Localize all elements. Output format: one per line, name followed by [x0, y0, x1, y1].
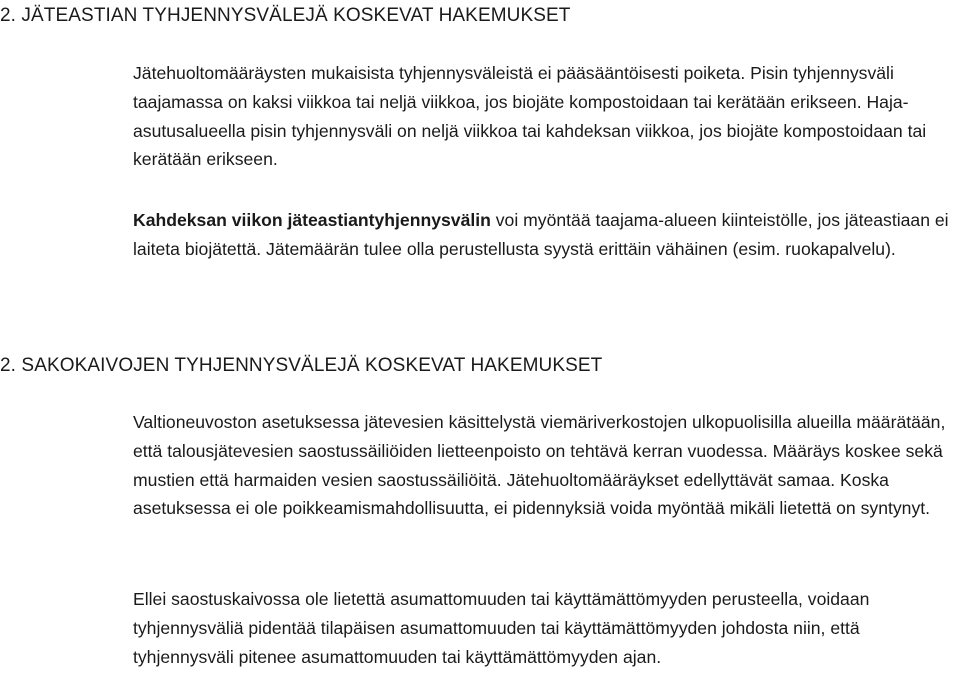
bold-phrase-eight-week-interval: Kahdeksan viikon jäteastiantyhjennysvälin — [133, 210, 491, 230]
paragraph-government-decree: Valtioneuvoston asetuksessa jätevesien käsittelystä viemäriverkostojen ulkopuolisilla alueilla määrätään, että talousjätevesien saostussäiliöiden lietteenpoisto on tehtävä kerran vuodessa. Määräys koskee sekä mustien että harmaiden vesien saostussäiliöitä. Jätehuoltomääräykset edellyttävät samaa. Koska asetuksessa ei ole poikkeamismahdollisuutta, ei pidennyksiä voida myöntää mikäli lietettä on syntynyt. — [133, 412, 946, 519]
paragraph-eight-week-interval — [133, 206, 959, 264]
section-heading-waste-container: 2. JÄTEASTIAN TYHJENNYSVÄLEJÄ KOSKEVAT HAKEMUKSET — [0, 5, 571, 26]
paragraph-vacancy-extension: Ellei saostuskaivossa ole lietettä asumattomuuden tai käyttämättömyyden perusteella, voidaan tyhjennysväliä pidentää tilapäisen asumattomuuden tai käyttämättömyyden johdosta niin, että tyhjennysväli pitenee asumattomuuden tai käyttämättömyyden ajan. — [133, 589, 870, 667]
paragraph-emptying-intervals: Jätehuoltomääräysten mukaisista tyhjennysväleistä ei pääsääntöisesti poiketa. Pisin tyhjennysväli taajamassa on kaksi viikkoa tai neljä viikkoa, jos biojäte kompostoidaan tai kerätään erikseen. Haja-asutusalueella pisin tyhjennysväli on neljä viikkoa tai kahdeksan viikkoa, jos biojäte kompostoidaan tai kerätään erikseen. — [133, 63, 927, 170]
paragraph-eight-week-interval-text: voi myöntää taajama-alueen kiinteistölle, jos jäteastiaan ei laiteta biojätettä. Jätemäärän tulee olla perustellusta syystä erittäin vähäinen (esim. ruokapalvelu). — [133, 210, 949, 259]
section-heading-septic-tank: 2. SAKOKAIVOJEN TYHJENNYSVÄLEJÄ KOSKEVAT HAKEMUKSET — [0, 355, 603, 376]
